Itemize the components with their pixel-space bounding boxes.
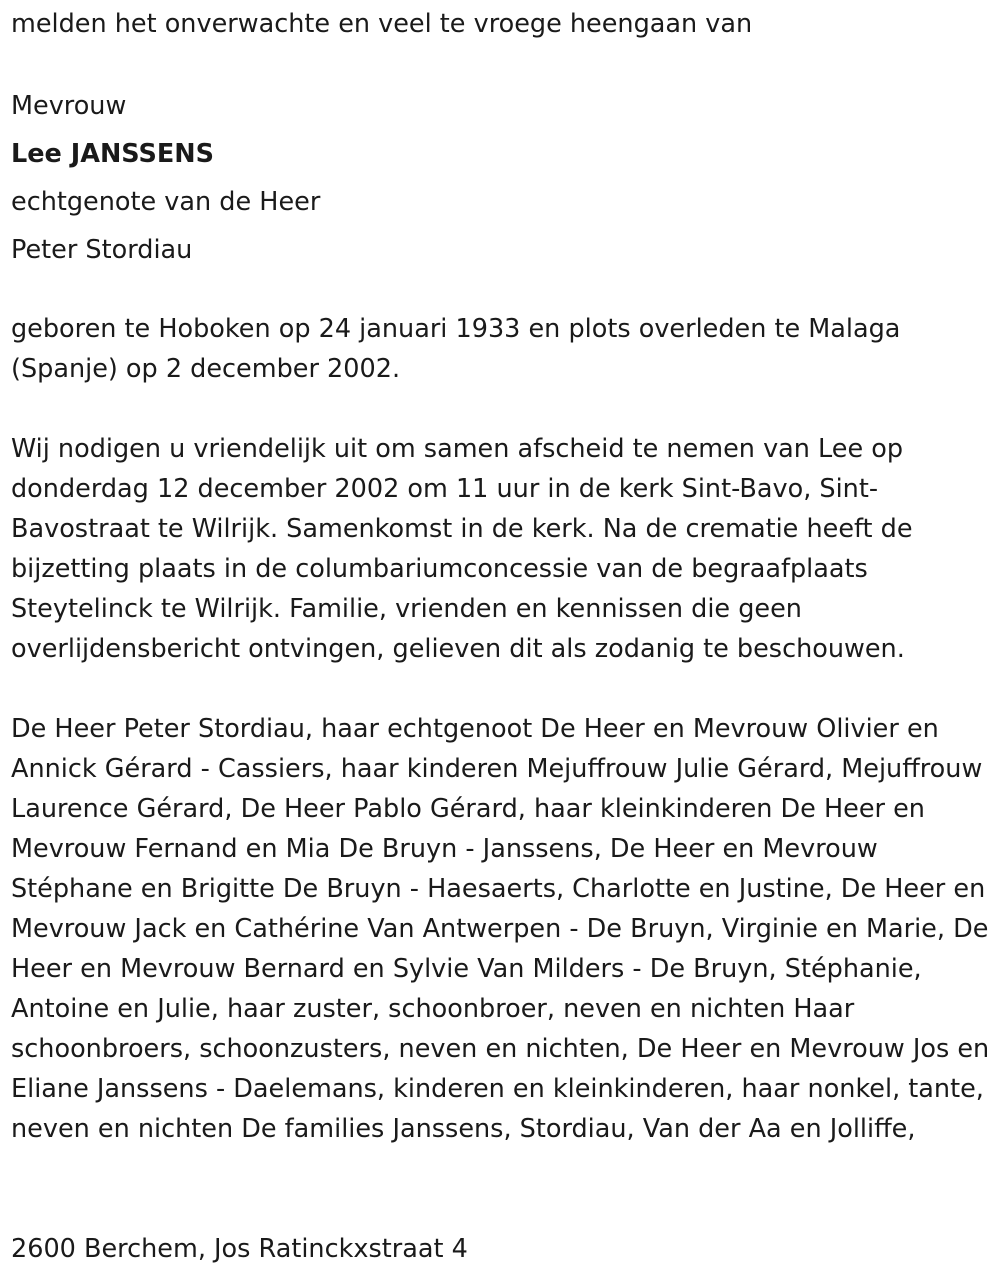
address-line: 2600 Berchem, Jos Ratinckxstraat 4: [11, 1234, 468, 1264]
deceased-name: Lee JANSSENS: [11, 139, 214, 169]
spouse-name: Peter Stordiau: [11, 235, 193, 265]
invitation-paragraph: Wij nodigen u vriendelijk uit om samen afscheid te nemen van Lee op donderdag 12 december 2002 om 11 uur in de kerk Sint-Bavo, Sint-Bavostraat te Wilrijk. Samenkomst in de kerk. Na de crematie heeft de bijzetting plaats in de columbariumconcessie van de begraafplaats Steytelinck te Wilrijk. Familie, vrienden en kennissen die geen overlijdensbericht ontvingen, gelieven dit als zodanig te beschouwen.: [11, 434, 913, 664]
relation-line: echtgenote van de Heer: [11, 187, 321, 217]
honorific-title: Mevrouw: [11, 91, 127, 121]
intro-line: melden het onverwachte en veel te vroege heengaan van: [11, 9, 753, 39]
birth-death-paragraph: geboren te Hoboken op 24 januari 1933 en plots overleden te Malaga (Spanje) op 2 december 2002.: [11, 314, 901, 384]
family-paragraph: De Heer Peter Stordiau, haar echtgenoot De Heer en Mevrouw Olivier en Annick Gérard - Cassiers, haar kinderen Mejuffrouw Julie Gérard, Mejuffrouw Laurence Gérard, De Heer Pablo Gérard, haar kleinkinderen De Heer en Mevrouw Fernand en Mia De Bruyn - Janssens, De Heer en Mevrouw Stéphane en Brigitte De Bruyn - Haesaerts, Charlotte en Justine, De Heer en Mevrouw Jack en Cathérine Van Antwerpen - De Bruyn, Virginie en Marie, De Heer en Mevrouw Bernard en Sylvie Van Milders - De Bruyn, Stéphanie, Antoine en Julie, haar zuster, schoonbroer, neven en nichten Haar schoonbroers, schoonzusters, neven en nichten, De Heer en Mevrouw Jos en Eliane Janssens - Daelemans, kinderen en kleinkinderen, haar nonkel, tante, neven en nichten De families Janssens, Stordiau, Van der Aa en Jolliffe,: [11, 714, 990, 1144]
